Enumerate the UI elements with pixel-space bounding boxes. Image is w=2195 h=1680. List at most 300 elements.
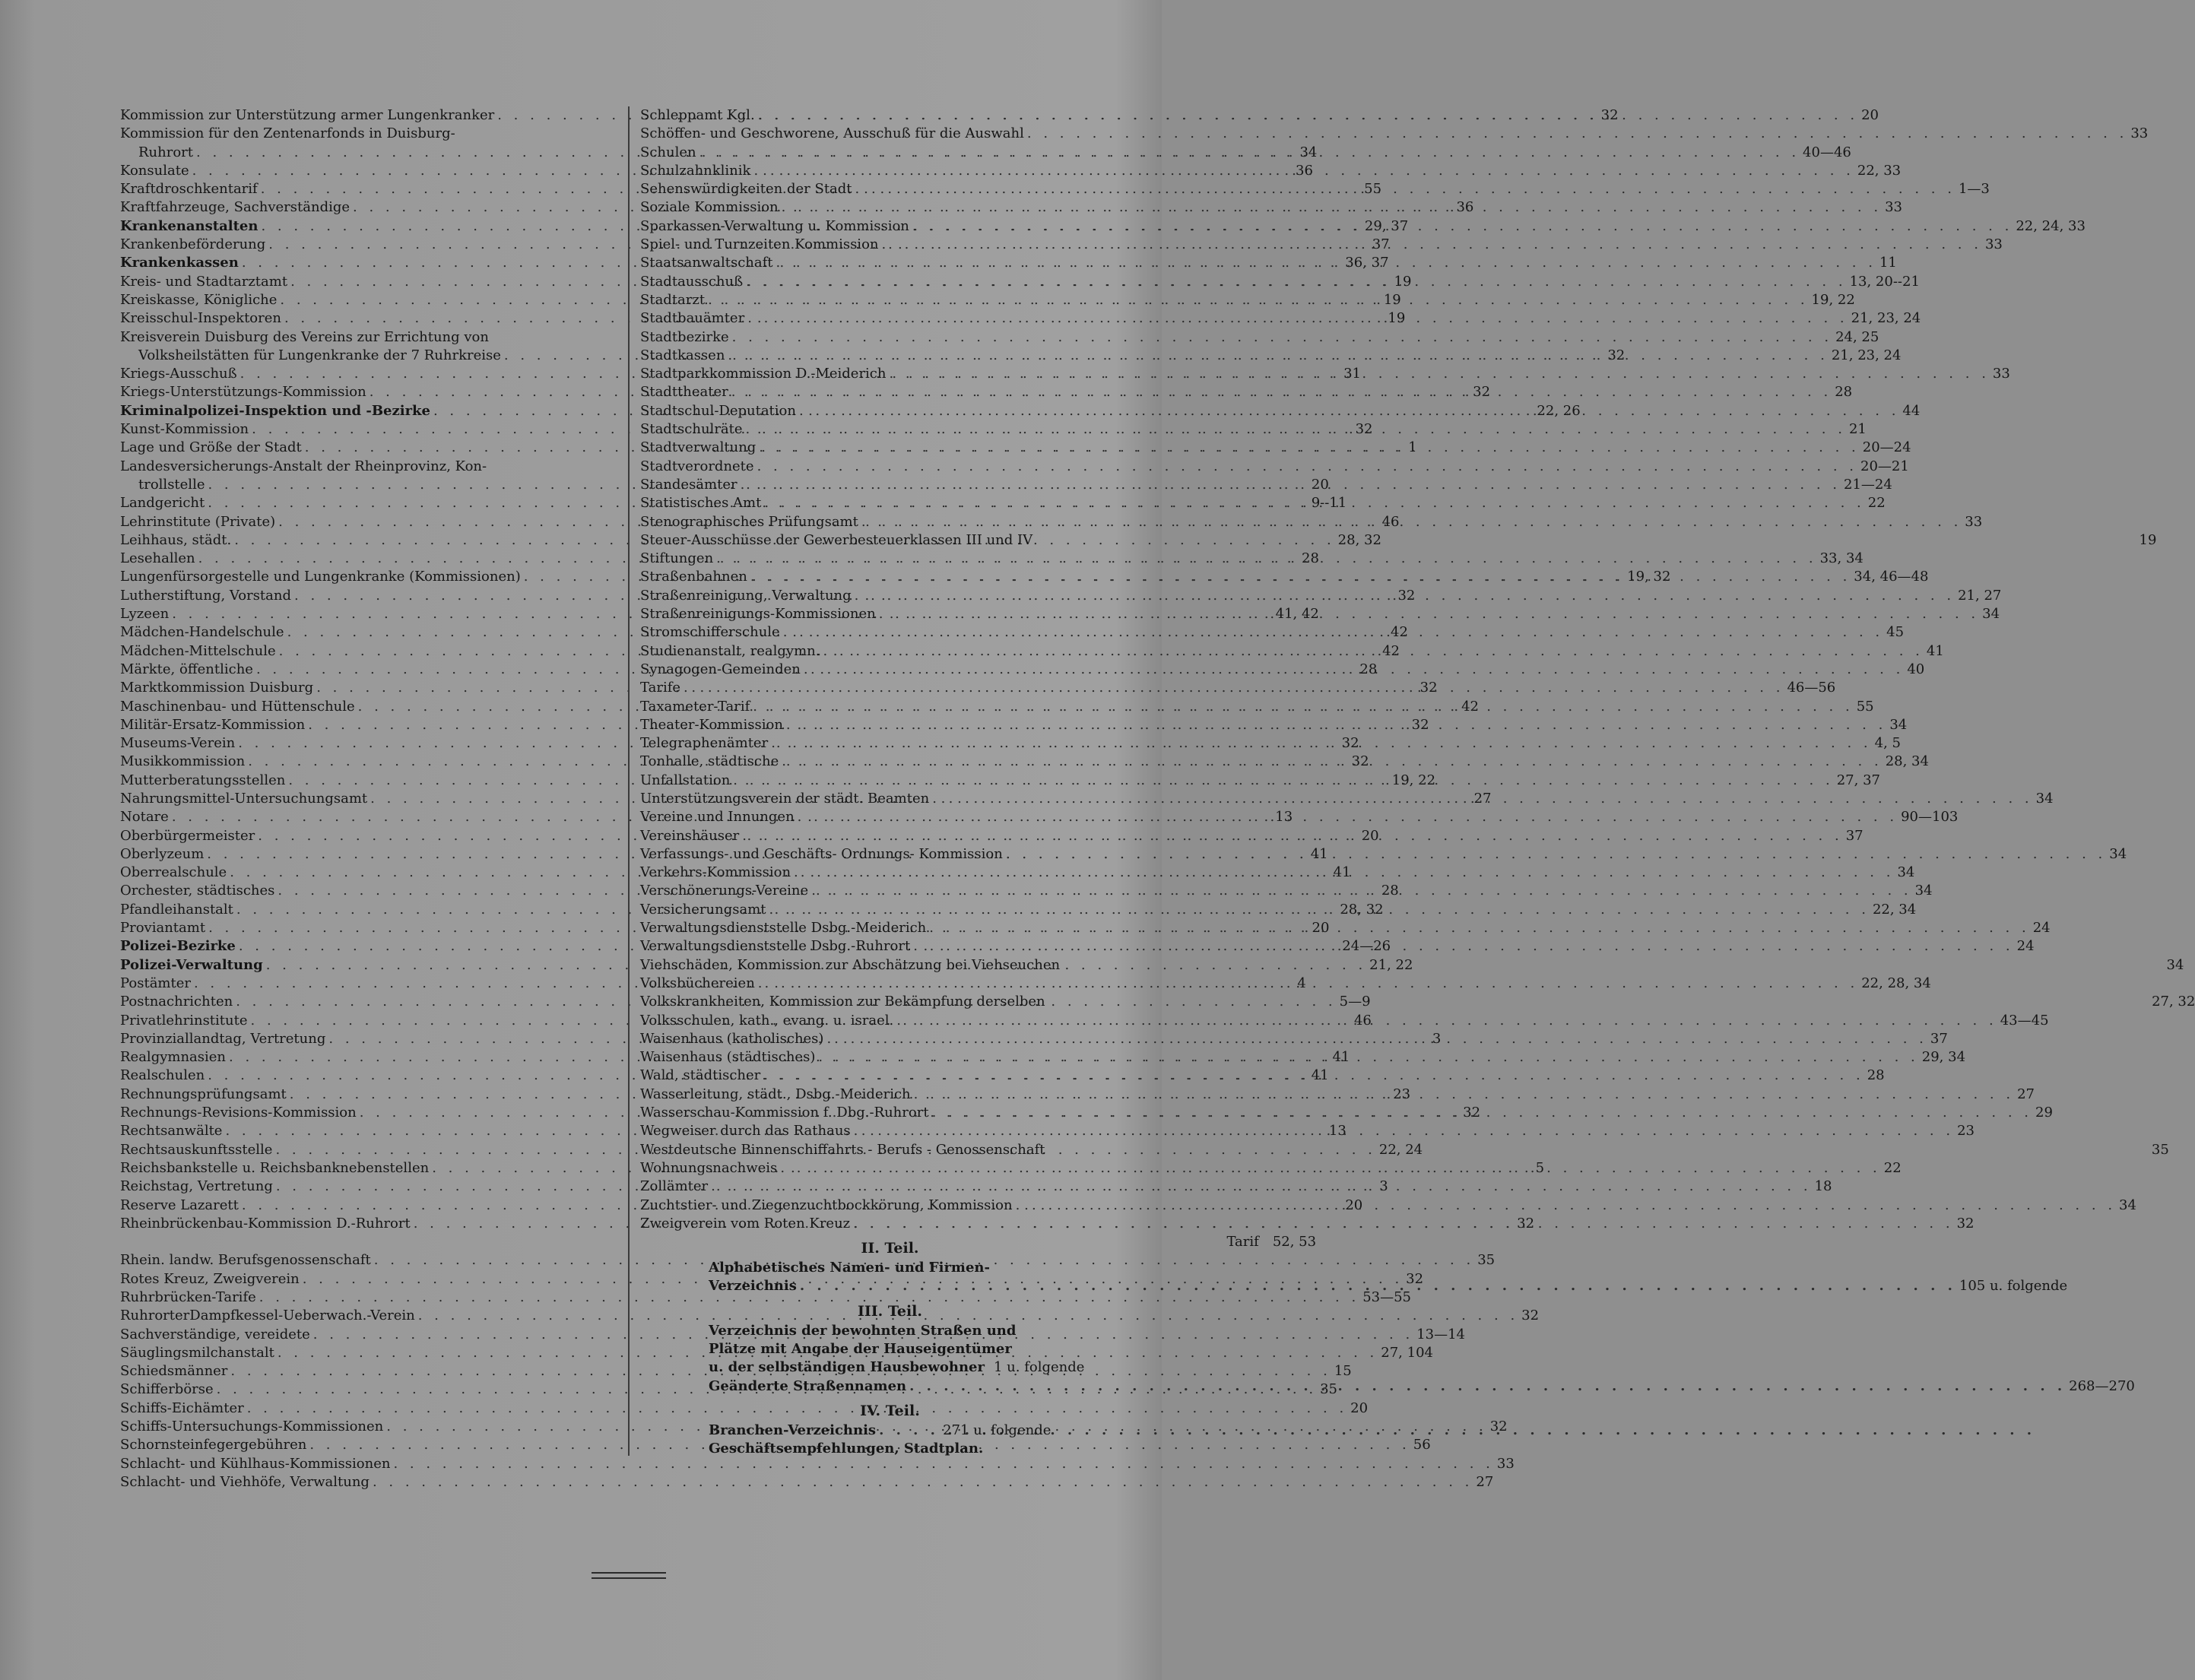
leader-dots <box>741 476 1841 494</box>
leader-dots <box>889 365 1989 383</box>
part3-line1: Verzeichnis der bewohnten Straßen und <box>709 1322 1017 1339</box>
leader-dots <box>855 587 1955 605</box>
leader-dots <box>699 144 1800 162</box>
part4-block <box>640 1422 1140 1459</box>
part2-line1: Alphabetisches Namen- und Firmen- <box>709 1260 990 1276</box>
leader-dots <box>757 458 1857 476</box>
index-entry-page: 37 <box>1845 827 1864 844</box>
index-entry-label: Museums-Verein <box>120 735 236 752</box>
index-entry-page: 20 <box>1350 1399 1369 1416</box>
index-entry-page: 19 <box>1383 291 1401 308</box>
index-entry-page: 22, 24, 33 <box>2016 217 2086 234</box>
index-entry-continuation: trollstelle <box>138 476 205 493</box>
index-entry-label: Kunst-Kommission <box>120 421 249 438</box>
leader-dots <box>759 439 1859 457</box>
index-entry-label: Spiel- und Turnzeiten Kommission <box>640 236 879 253</box>
index-entry-page: 55 <box>1364 181 1382 198</box>
index-entry-label: Sparkassen-Verwaltung u. Kommission <box>640 217 909 234</box>
index-entry-label: Kriminalpolizei-Inspektion und -Bezirke <box>120 402 430 419</box>
index-entry-page: 35 <box>2151 1141 2169 1158</box>
index-entry-page: 20 <box>1345 1197 1363 1213</box>
leader-dots <box>716 550 1816 568</box>
leader-dots <box>855 180 1956 198</box>
leader-dots <box>823 642 1923 661</box>
index-entry-label: Schleppamt Kgl. <box>640 107 755 123</box>
index-entry-page: 42 <box>1391 624 1408 641</box>
index-entry-label: Militär-Ersatz-Kommission <box>120 716 306 733</box>
index-entry-page: 22 <box>1867 495 1886 512</box>
leader-dots <box>780 1159 1880 1178</box>
index-entry-page: 32 <box>1600 107 1619 123</box>
index-entry-label: Unfallstation <box>640 772 731 788</box>
index-entry-label: Stiftungen <box>640 550 714 567</box>
index-entry-label: Rheinbrückenbau-Kommission D.-Ruhrort <box>120 1215 411 1231</box>
index-entry-page: 33 <box>1992 366 2010 382</box>
index-entry-page: 28 <box>1835 384 1853 401</box>
index-entry-page: 21, 22 <box>1369 956 1413 973</box>
index-entry-label: Lutherstiftung, Vorstand <box>120 587 292 604</box>
index-entry-label: Volksbüchereien <box>640 975 755 991</box>
index-entry-page: 52, 53 <box>1272 1234 1317 1250</box>
index-entry-page: 13 <box>1328 1123 1346 1140</box>
leader-dots <box>782 753 1882 771</box>
index-entry-page: 21 <box>1848 421 1867 438</box>
index-entry <box>120 1455 1515 1473</box>
index-entry-sublabel: Tarif <box>1226 1234 1259 1250</box>
index-entry-label: Lage und Größe der Stadt <box>120 439 302 456</box>
leader-dots <box>914 1086 2014 1104</box>
index-entry-label: Orchester, städtisches <box>120 883 275 899</box>
index-entry-label: Krankenbeförderung <box>120 236 266 253</box>
leader-dots <box>882 236 1982 254</box>
index-entry-page: 21, 23, 24 <box>1851 310 1921 327</box>
index-entry-label: Schulzahnklinik <box>640 162 751 179</box>
index-entry-page: 19, 22 <box>1811 291 1855 308</box>
index-entry-label: Kraftfahrzeuge, Sachverständige <box>120 199 351 216</box>
leader-dots <box>932 1104 2032 1122</box>
leader-dots <box>733 772 1833 790</box>
part2-line2: Verzeichnis <box>709 1278 797 1295</box>
index-entry-label: Verschönerungs-Vereine <box>640 883 809 899</box>
index-entry-label: Verwaltungsdienststelle Dsbg.-Meiderich <box>640 920 927 937</box>
index-entry-label: Sehenswürdigkeiten der Stadt <box>640 181 852 198</box>
index-entry-label: Stromschifferschule <box>640 624 780 641</box>
leader-dots <box>764 494 1864 512</box>
index-entry-label: Synagogen-Gemeinden <box>640 661 801 677</box>
index-entry-page: 13 <box>1275 809 1293 826</box>
index-entry-label: Viehschäden, Kommission zur Abschätzung bei Viehseuchen <box>640 956 1061 973</box>
index-entry-label: Leihhaus, städt. <box>120 531 232 548</box>
index-entry <box>120 1289 1412 1307</box>
index-entry-label: Säuglingsmilchanstalt <box>120 1344 274 1361</box>
closing-double-rule <box>592 1572 666 1583</box>
leader-dots <box>804 661 1904 679</box>
index-entry-page: 36 <box>1296 162 1313 179</box>
leader-dots <box>711 1178 1811 1196</box>
index-entry-page: 27 <box>1476 1473 1494 1490</box>
index-entry-label: Zuchtstier- und Ziegenzuchtbockkörung, Kommission <box>640 1197 1013 1213</box>
leader-dots <box>853 1215 1953 1233</box>
index-entry-page: 19 <box>1388 310 1406 327</box>
leader-dots <box>732 328 1832 347</box>
leader-dots <box>786 716 1886 734</box>
index-entry <box>640 439 1911 457</box>
index-entry-label: Schifferbörse <box>120 1381 214 1398</box>
index-entry-page: 27 <box>2017 1086 2035 1102</box>
index-entry-page: 20 <box>1861 107 1879 123</box>
part4-line2: Geschäftsempfehlungen, Stadtplan. <box>709 1441 984 1457</box>
index-entry-page: 15 <box>1334 1363 1352 1380</box>
index-entry-page: 19, 22 <box>1391 772 1436 788</box>
index-entry-label: Lesehallen <box>120 550 195 567</box>
index-entry-page: 33 <box>2130 125 2149 142</box>
index-entry-label: Waisenhaus (katholisches) <box>640 1030 824 1047</box>
index-entry-page: 32 <box>1397 587 1416 604</box>
index-entry-continuation: Ruhrort <box>138 144 194 160</box>
index-entry-page: 45 <box>1886 624 1905 641</box>
index-entry-label: Lyzeen <box>120 606 170 623</box>
index-entry-page: 5—9 <box>1339 994 1371 1010</box>
index-entry-label: Stadtschul-Deputation <box>640 402 796 419</box>
index-entry-label: Rhein. landw. Berufsgenossenschaft <box>120 1252 371 1269</box>
index-entry-page: 46 <box>1381 513 1400 530</box>
index-entry-label: Staatsanwaltschaft <box>640 255 773 271</box>
index-entry-page: 46 <box>1353 1012 1372 1029</box>
leader-dots <box>811 882 1911 900</box>
index-entry-label: Theater-Kommission <box>640 716 783 733</box>
index-entry-page: 43—45 <box>2000 1012 2049 1029</box>
index-entry-page: 28, 32 <box>1340 901 1384 918</box>
index-entry-label: Landgericht <box>120 495 205 512</box>
leader-dots <box>776 254 1876 272</box>
index-entry-label: Taxameter-Tarif <box>640 698 750 715</box>
leader-dots <box>879 605 1979 623</box>
part4-entry-branches <box>709 1422 1140 1440</box>
index-entry-page: 31 <box>1343 366 1362 382</box>
index-entry-page: 32 <box>1351 753 1369 770</box>
index-entry-page: 24—26 <box>1342 938 1391 955</box>
index-entry-page: 27 <box>1473 790 1492 807</box>
index-entry-label: Straßenreinigung, Verwaltung <box>640 587 852 604</box>
part3-heading: III. Teil. <box>858 1302 922 1320</box>
index-entry <box>640 1215 1975 1233</box>
index-entry-label: Proviantamt <box>120 920 206 937</box>
index-entry-page: 37 <box>1372 236 1390 253</box>
part2-page: 105 u. folgende <box>1959 1278 2068 1295</box>
index-entry-page: 33 <box>1984 236 2003 253</box>
index-entry <box>640 1159 1902 1178</box>
index-entry-label: Schiffs-Untersuchungs-Kommissionen <box>120 1418 384 1435</box>
index-entry-label: Kreisverein Duisburg des Vereins zur Errichtung von <box>120 328 489 345</box>
index-entry-label: Oberbürgermeister <box>120 827 255 844</box>
index-entry-page: 29 <box>2035 1105 2053 1121</box>
index-entry-page: 32 <box>1956 1215 1975 1231</box>
index-entry-page: 24 <box>2016 938 2035 955</box>
index-entry-page: 20—24 <box>1862 439 1911 456</box>
index-entry-label: Kommission zur Unterstützung armer Lungenkranker <box>120 107 495 123</box>
part3-entry-residents <box>709 1358 1140 1377</box>
index-entry-label: Schöffen- und Geschworene, Ausschuß für die Auswahl <box>640 125 1024 142</box>
index-entry-label: Studienanstalt, realgymn. <box>640 642 820 659</box>
part3-line2: Plätze mit Angabe der Hauseigentümer <box>709 1341 1012 1357</box>
index-entry-page: 36, 37 <box>1345 255 1389 271</box>
leader-dots <box>746 273 1846 291</box>
index-entry-label: Wald, städtischer <box>640 1067 761 1084</box>
index-entry <box>640 347 1902 365</box>
leader-dots <box>746 420 1846 439</box>
leader-dots <box>1027 125 2127 143</box>
leader-dots <box>708 291 1808 309</box>
index-entry-page: 13, 20--21 <box>1849 273 1920 290</box>
index-entry-page: 32 <box>1607 347 1626 363</box>
index-entry-label: Musikkommission <box>120 753 246 770</box>
leader-dots <box>758 975 1858 993</box>
index-entry-label: Steuer-Ausschüsse der Gewerbesteuerklassen III und IV <box>640 531 1033 548</box>
index-entry-label: Lungenfürsorgestelle und Lungenkranke (Kommissionen) <box>120 569 521 585</box>
index-entry-page: 46—56 <box>1787 680 1836 696</box>
index-entry-page: 32 <box>1406 1270 1424 1287</box>
index-entry-page: 24 <box>2032 920 2051 937</box>
index-entry-label: Schulen <box>640 144 696 160</box>
column-divider <box>628 106 630 1456</box>
index-entry-label: Kraftdroschkentarif <box>120 181 258 198</box>
leader-dots <box>684 679 1784 697</box>
index-entry-page: 19 <box>2139 531 2157 548</box>
index-entry-label: Realschulen <box>120 1067 205 1084</box>
index-entry-page: 28 <box>1359 661 1378 677</box>
index-entry-page: 27, 37 <box>1836 772 1880 788</box>
index-entry-label: Oberlyzeum <box>120 845 205 862</box>
index-entry-label: Telegraphenämter <box>640 735 769 752</box>
index-entry-page: 34 <box>1897 864 1915 881</box>
index-entry-page: 34 <box>1982 606 2000 623</box>
index-entry-label: Stadtkassen <box>640 347 725 363</box>
index-entry-continuation: Volksheilstätten für Lungenkranke der 7 Ruhrkreise <box>138 347 501 363</box>
leader-dots <box>798 808 1898 826</box>
index-entry-page: 29, 34 <box>1921 1049 1966 1066</box>
index-entry-page: 29, 37 <box>1364 217 1409 234</box>
index-entry-label: Konsulate <box>120 162 189 179</box>
index-entry-label: Nahrungsmittel-Untersuchungsamt <box>120 790 368 807</box>
index-entry-page: 28 <box>1302 550 1319 567</box>
index-entry-label: Zweigverein vom Roten Kreuz <box>640 1215 851 1231</box>
index-entry-page: 33 <box>1496 1455 1515 1472</box>
index-entry-label: Volksschulen, kath., evang. u. israel. <box>640 1012 894 1029</box>
index-entry-label: Stenographisches Prüfungsamt <box>640 513 858 530</box>
index-entry-label: Schornsteinfegergebühren <box>120 1437 307 1453</box>
index-entry-label: Vereine und Innungen <box>640 809 795 826</box>
leader-dots <box>896 1012 1997 1030</box>
index-entry-page: 32 <box>1411 716 1429 733</box>
index-entry-label: Waisenhaus (städtisches) <box>640 1049 816 1066</box>
leader-dots <box>1016 1197 2116 1215</box>
index-entry-label: Wasserleitung, städt., Dsbg.-Meiderich <box>640 1086 911 1102</box>
index-entry-label: Polizei-Verwaltung <box>120 956 263 973</box>
index-entry-label: Polizei-Bezirke <box>120 938 236 955</box>
index-entry-label: Rotes Kreuz, Zweigverein <box>120 1270 300 1287</box>
leader-dots <box>783 623 1883 642</box>
index-entry-page: 32 <box>1489 1418 1508 1435</box>
index-entry-page: 22, 28, 34 <box>1861 975 1931 991</box>
index-entry-page: 22 <box>1883 1159 1902 1176</box>
leader-dots <box>913 937 2013 956</box>
index-entry-page: 32 <box>1473 384 1491 401</box>
index-entry-page: 40—46 <box>1803 144 1851 160</box>
index-entry-page: 34 <box>2035 790 2054 807</box>
index-entry-label: Postnachrichten <box>120 994 233 1010</box>
index-entry-label: Krankenkassen <box>120 255 239 271</box>
index-entry-label: Straßenreinigungs-Kommissionen <box>640 606 876 623</box>
index-entry-page: 34 <box>2119 1197 2136 1213</box>
leader-dots <box>799 402 1899 420</box>
leader-dots <box>758 106 1858 125</box>
index-entry-page: 9--11 <box>1311 495 1347 512</box>
index-entry-page: 35 <box>1477 1252 1496 1269</box>
index-entry-page: 3 <box>1432 1030 1442 1047</box>
index-entry-page: 42 <box>1382 642 1400 659</box>
index-entry-label: Mädchen-Handelschule <box>120 624 284 641</box>
index-entry-label: Krankenanstalten <box>120 217 259 234</box>
leader-dots <box>826 1030 1927 1048</box>
leader-dots <box>771 734 1871 753</box>
leader-dots <box>794 864 1894 882</box>
index-entry-label: Schiedsmänner <box>120 1363 228 1380</box>
index-entry-page: 13—14 <box>1416 1326 1465 1342</box>
index-entry-page: 53—55 <box>1362 1289 1412 1305</box>
index-entry-page: 40 <box>1907 661 1925 677</box>
index-entry-page: 28, 32 <box>1337 531 1381 548</box>
index-entry-label: Schlacht- und Kühlhaus-Kommissionen <box>120 1455 391 1472</box>
index-entry <box>640 458 1909 476</box>
index-entry-label: Kriegs-Unterstützungs-Kommission <box>120 384 366 401</box>
index-entry-page: 41 <box>1926 642 1944 659</box>
index-entry-label: Reichstag, Vertretung <box>120 1178 273 1195</box>
index-entry-label: Ruhrbrücken-Tarife <box>120 1289 256 1305</box>
index-entry-label: Stadtausschuß <box>640 273 744 290</box>
index-entry-label: Oberrealschule <box>120 864 227 881</box>
index-entry <box>120 1473 1494 1491</box>
index-entry-label: Wegweiser durch das Rathaus <box>640 1123 851 1140</box>
index-entry-label: Wasserschau-Kommission f. Dbg.-Ruhrort <box>640 1105 929 1121</box>
index-entry-page: 22, 34 <box>1872 901 1917 918</box>
index-entry-page: 21—24 <box>1844 476 1892 493</box>
index-entry-page: 4 <box>1297 975 1306 991</box>
leader-dots <box>800 1277 1956 1295</box>
leader-dots <box>909 1377 2066 1396</box>
index-entry-label: Versicherungsamt <box>640 901 766 918</box>
index-entry-page: 32 <box>1419 680 1438 696</box>
index-entry-label: Landesversicherungs-Anstalt der Rheinprovinz, Kon- <box>120 458 487 474</box>
index-entry-label: Soziale Kommission <box>640 199 779 216</box>
part4-heading: IV. Teil. <box>860 1402 920 1419</box>
index-entry-label: Schiffs-Eichämter <box>120 1399 244 1416</box>
index-entry-label: Kommission für den Zentenarfonds in Duisburg- <box>120 125 455 142</box>
index-entry-label: Tonhalle, städtische <box>640 753 779 770</box>
index-entry-label: Kreisschul-Inspektoren <box>120 310 281 327</box>
index-entry-label: Mädchen-Mittelschule <box>120 642 276 659</box>
index-entry <box>640 328 1879 347</box>
index-entry-page: 32 <box>1517 1215 1535 1231</box>
index-entry-page: 20—21 <box>1860 458 1909 474</box>
index-entry-label: Standesämter <box>640 476 737 493</box>
index-entry-label: Rechtsanwälte <box>120 1123 223 1140</box>
leader-dots <box>854 1122 1954 1140</box>
leader-dots <box>728 347 1828 365</box>
index-entry-page: 41, 42 <box>1275 606 1319 623</box>
index-entry-page: 4, 5 <box>1874 735 1901 752</box>
index-entry-label: Vereinshäuser <box>640 827 740 844</box>
index-entry-label: Pfandleihanstalt <box>120 901 233 918</box>
leader-dots <box>879 1422 940 1440</box>
index-entry-page: 23 <box>1393 1086 1411 1102</box>
index-entry-page: 22, 33 <box>1857 162 1902 179</box>
part3-line4: Geänderte Straßennamen <box>709 1377 907 1394</box>
index-entry-label: Statistisches Amt <box>640 495 762 512</box>
index-entry-label: Rechtsauskunftsstelle <box>120 1141 273 1158</box>
leader-dots <box>731 383 1832 401</box>
index-entry-page: 32 <box>1341 735 1359 752</box>
index-entry-label: Realgymnasien <box>120 1049 227 1066</box>
leader-dots <box>373 1473 1473 1491</box>
part3-line3: u. der selbständigen Hausbewohner <box>709 1359 985 1376</box>
index-entry-label: Schlacht- und Viehhöfe, Verwaltung <box>120 1473 370 1490</box>
index-entry-page: 34 <box>2109 845 2127 862</box>
index-entry-page: 22, 24 <box>1378 1141 1423 1158</box>
part4-line1-page: 271 u. folgende <box>943 1422 1052 1438</box>
index-entry-page: 23 <box>1957 1123 1975 1140</box>
index-entry-page: 24, 25 <box>1835 328 1879 345</box>
leader-dots <box>929 919 2029 937</box>
index-entry-page: 41 <box>1333 864 1351 881</box>
index-entry-label: Marktkommission Duisburg <box>120 680 314 696</box>
index-entry-page: 21, 23, 24 <box>1831 347 1902 363</box>
index-entry-label: Reichsbankstelle u. Reichsbanknebenstellen <box>120 1159 430 1176</box>
index-entry-label: Stadtverwaltung <box>640 439 757 456</box>
index-entry <box>640 1030 1948 1048</box>
index-entry-page: 27, 32 <box>2152 994 2195 1010</box>
leader-dots <box>818 1048 1918 1067</box>
index-entry-label: Privatlehrinstitute <box>120 1012 248 1029</box>
index-entry-label: Verwaltungsdienststelle Dsbg.-Ruhrort <box>640 938 911 955</box>
index-entry-label: Volkskrankheiten, Kommission zur Bekämpfung derselben <box>640 994 1045 1010</box>
index-entry-page: 32 <box>1521 1308 1540 1324</box>
index-entry-label: Kreiskasse, Königliche <box>120 291 278 308</box>
index-entry-page: 19, 32 <box>1627 569 1671 585</box>
index-entry-label: Provinziallandtag, Vertretung <box>120 1030 326 1047</box>
index-entry-page: 34 <box>1914 883 1933 899</box>
index-entry-page: 55 <box>1856 698 1874 715</box>
index-entry-label: Reserve Lazarett <box>120 1197 239 1213</box>
index-entry-page: 41 <box>1332 1049 1350 1066</box>
index-entry-page: 21, 27 <box>1958 587 2002 604</box>
index-entry-label: Straßenbahnen <box>640 569 747 585</box>
index-entry-label: Westdeutsche Binnenschiffahrts - Berufs - Genossenschaft <box>640 1141 1045 1158</box>
index-entry-label: Postämter <box>120 975 191 991</box>
index-entry-page: 5 <box>1535 1159 1545 1176</box>
index-entry-page: 33 <box>1965 513 1983 530</box>
index-entry-page: 20 <box>1311 476 1329 493</box>
index-entry-page: 20 <box>1312 920 1330 937</box>
index-entry-page: 34 <box>2166 956 2184 973</box>
index-entry-page: 35 <box>1320 1381 1338 1398</box>
index-entry-page: 28, 34 <box>1885 753 1929 770</box>
index-entry-page: 28 <box>1381 883 1399 899</box>
index-entry-page: 22, 26 <box>1537 402 1581 419</box>
index-entry <box>640 125 2149 143</box>
index-entry-page: 11 <box>1879 255 1897 271</box>
index-entry <box>640 975 1931 993</box>
leader-dots <box>747 309 1848 328</box>
